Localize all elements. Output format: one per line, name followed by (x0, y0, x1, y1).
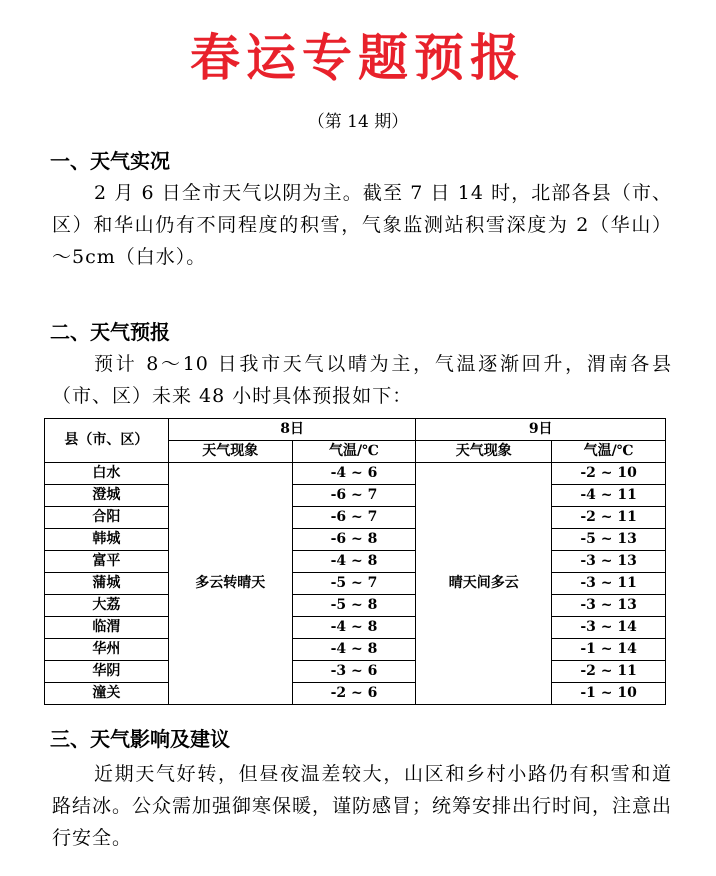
table-row (45, 683, 666, 705)
day2-temp-header: 气温/℃ (552, 441, 666, 463)
section-heading-advice: 三、天气影响及建议 (50, 727, 230, 751)
day2-temp-cell: -5 ~ 13 (552, 529, 666, 551)
section-text-advice: 近期天气好转，但昼夜温差较大，山区和乡村小路仍有积雪和道路结冰。公众需加强御寒保暖，谨防感冒；统筹安排出行时间，注意出行安全。 (52, 763, 673, 849)
day2-temp-cell: -2 ~ 11 (552, 661, 666, 683)
section-heading-forecast: 二、天气预报 (50, 320, 170, 344)
forecast-table (44, 418, 666, 705)
table-header-row (45, 419, 666, 441)
table-row (45, 573, 666, 595)
day2-temp-cell: -4 ~ 11 (552, 485, 666, 507)
county-cell: 潼关 (45, 683, 169, 705)
day1-temp-cell: -4 ~ 8 (292, 617, 416, 639)
day1-temp-cell: -5 ~ 7 (292, 573, 416, 595)
county-cell: 富平 (45, 551, 169, 573)
issue-number: （第 14 期） (307, 112, 409, 132)
day2-header: 9日 (416, 419, 666, 441)
day2-temp-cell: -3 ~ 13 (552, 595, 666, 617)
county-cell: 大荔 (45, 595, 169, 617)
county-header: 县（市、区） (45, 419, 169, 463)
county-cell: 蒲城 (45, 573, 169, 595)
day1-temp-cell: -6 ~ 8 (292, 529, 416, 551)
table-row (45, 463, 666, 485)
day1-weather-cell: 多云转晴天 (168, 463, 292, 705)
table-row (45, 485, 666, 507)
county-cell: 澄城 (45, 485, 169, 507)
day2-temp-cell: -3 ~ 14 (552, 617, 666, 639)
day1-weather-header: 天气现象 (168, 441, 292, 463)
document-title: 春运专题预报 (190, 29, 526, 87)
county-cell: 白水 (45, 463, 169, 485)
county-cell: 华阴 (45, 661, 169, 683)
county-cell: 韩城 (45, 529, 169, 551)
section-text-observation: 2 月 6 日全市天气以阴为主。截至 7 日 14 时，北部各县（市、区）和华山仍有不同程度的积雪，气象监测站积雪深度为 2（华山）～5cm（白水）。 (52, 182, 672, 268)
county-cell: 合阳 (45, 507, 169, 529)
table-row (45, 595, 666, 617)
day2-temp-cell: -1 ~ 10 (552, 683, 666, 705)
day1-temp-cell: -2 ~ 6 (292, 683, 416, 705)
day2-weather-header: 天气现象 (416, 441, 552, 463)
day1-temp-cell: -4 ~ 6 (292, 463, 416, 485)
day1-temp-cell: -5 ~ 8 (292, 595, 416, 617)
day2-temp-cell: -2 ~ 11 (552, 507, 666, 529)
day2-temp-cell: -1 ~ 14 (552, 639, 666, 661)
day1-temp-cell: -6 ~ 7 (292, 485, 416, 507)
day1-temp-cell: -3 ~ 6 (292, 661, 416, 683)
day2-temp-cell: -3 ~ 13 (552, 551, 666, 573)
county-cell: 华州 (45, 639, 169, 661)
section-text-forecast: 预计 8～10 日我市天气以晴为主，气温逐渐回升，渭南各县（市、区）未来 48 小时具体预报如下： (52, 353, 672, 407)
table-row (45, 661, 666, 683)
day1-header: 8日 (168, 419, 416, 441)
day1-temp-cell: -4 ~ 8 (292, 639, 416, 661)
day2-weather-cell: 晴天间多云 (416, 463, 552, 705)
table-row (45, 639, 666, 661)
table-row (45, 551, 666, 573)
day2-temp-cell: -3 ~ 11 (552, 573, 666, 595)
forecast-table-body (45, 463, 666, 705)
county-cell: 临渭 (45, 617, 169, 639)
day2-temp-cell: -2 ~ 10 (552, 463, 666, 485)
section-heading-observation: 一、天气实况 (50, 149, 170, 173)
day1-temp-cell: -6 ~ 7 (292, 507, 416, 529)
table-row (45, 507, 666, 529)
day1-temp-header: 气温/℃ (292, 441, 416, 463)
day1-temp-cell: -4 ~ 8 (292, 551, 416, 573)
table-row (45, 617, 666, 639)
table-row (45, 529, 666, 551)
